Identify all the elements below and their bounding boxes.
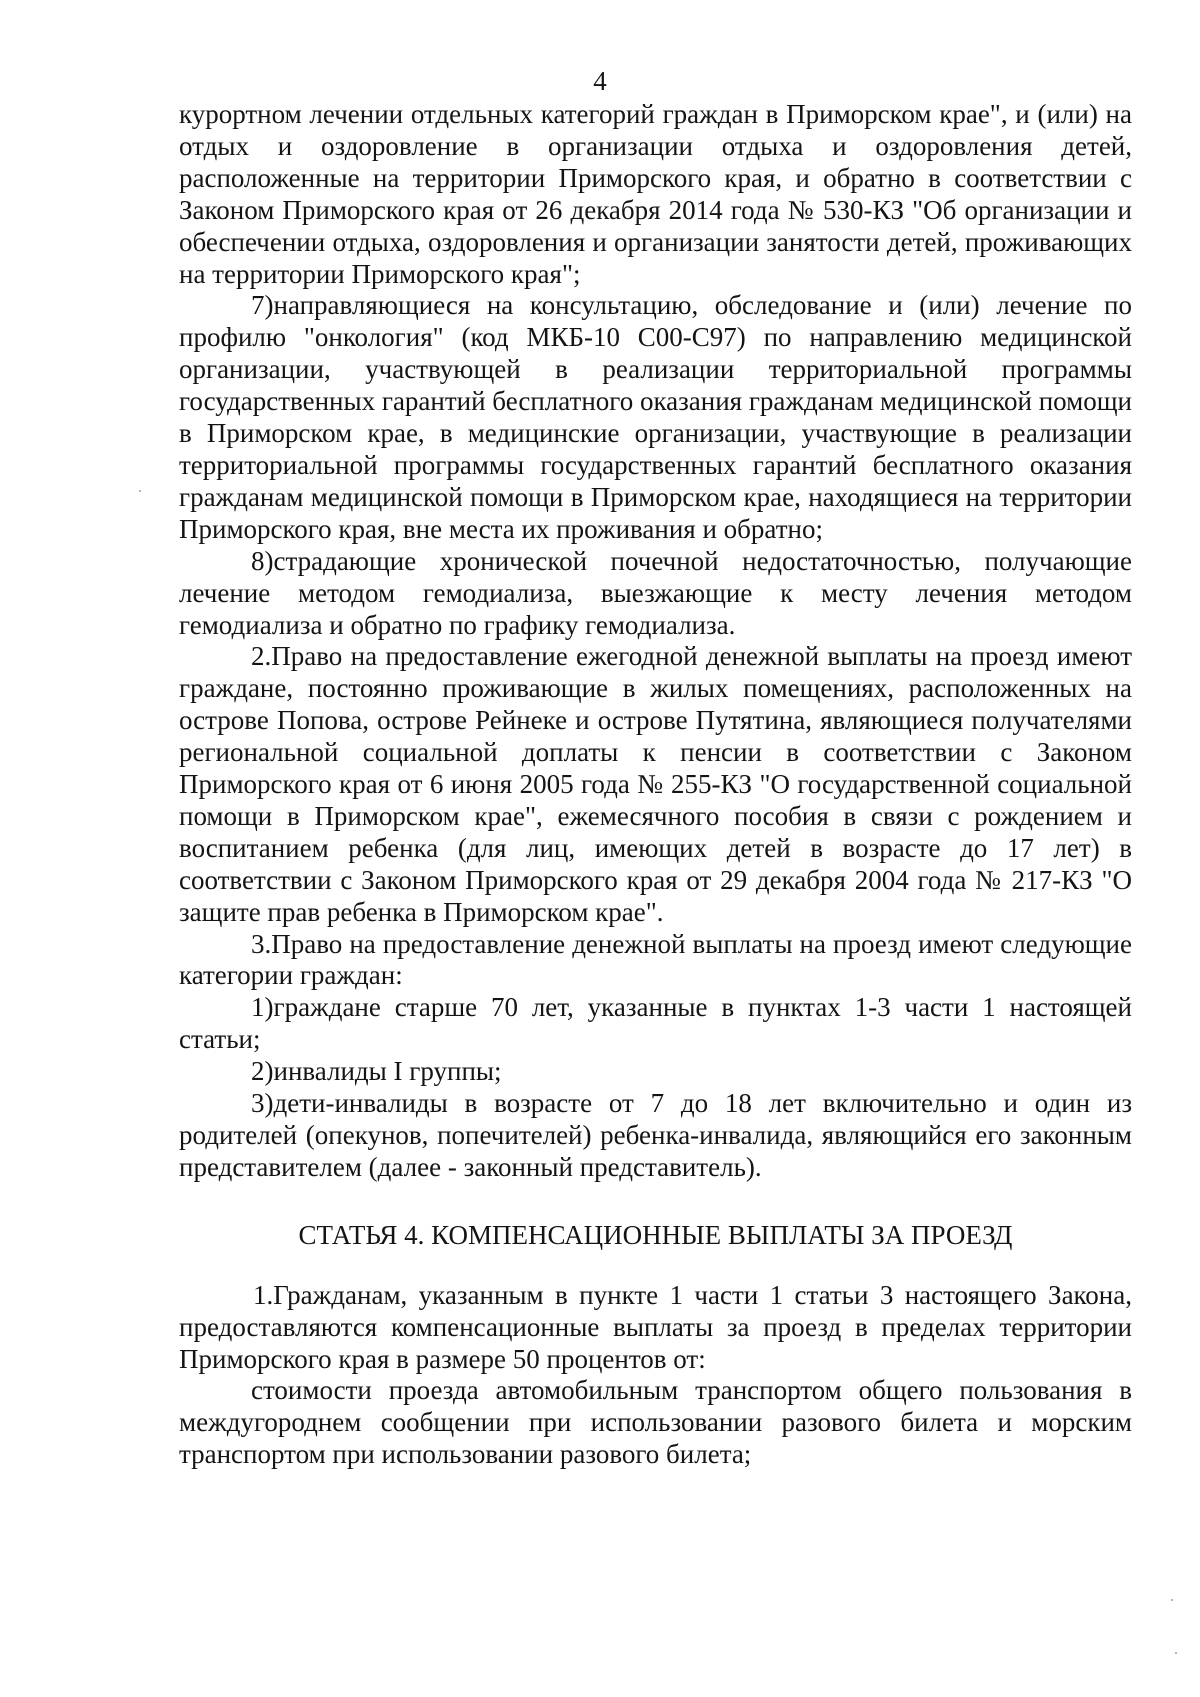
paragraph-item-8: 8)страдающие хронической почечной недостаточностью, получающие лечение методом гемодиализа, выезжающие к месту лечения методом гемодиализа и обратно по графику гемодиализа. [179,545,1132,640]
paragraph-part-3-item-2: 2)инвалиды I группы; [251,1056,502,1087]
document-body [179,99,1132,1471]
paragraph-cost-item: стоимости проезда автомобильным транспортом общего пользования в междугороднем сообщении при использовании разового билета и морским транспортом при использовании разового билета; [179,1375,1132,1470]
scan-speck [1171,1599,1173,1601]
page-number: 4 [593,66,607,96]
paragraph-continuation: курортном лечении отдельных категорий граждан в Приморском крае", и (или) на отдых и оздоровление в организации отдыха и оздоровления детей, расположенные на территории Приморского края, и обратно в соответствии с Законом Приморского края от 26 декабря 2014 года № 530-КЗ "Об организации и обеспечении отдыха, оздоровления и организации занятости детей, проживающих на территории Приморского края"; [179,99,1132,289]
paragraph-part-3: 3.Право на предоставление денежной выплаты на проезд имеют следующие категории граждан: [179,928,1132,991]
scan-speck [1175,1652,1177,1654]
article-heading: СТАТЬЯ 4. КОМПЕНСАЦИОННЫЕ ВЫПЛАТЫ ЗА ПРОЕЗД [298,1219,1013,1250]
paragraph-part-2: 2.Право на предоставление ежегодной денежной выплаты на проезд имеют граждане, постоянно проживающие в жилых помещениях, расположенных на острове Попова, острове Рейнеке и острове Путятина, являющиеся получателями региональной социальной доплаты к пенсии в соответствии с Законом Приморского края от 6 июня 2005 года № 255-КЗ "О государственной социальной помощи в Приморском крае", ежемесячного пособия в связи с рождением и воспитанием ребенка (для лиц, имеющих детей в возрасте до 17 лет) в соответствии с Законом Приморского края от 29 декабря 2004 года № 217-КЗ "О защите прав ребенка в Приморском крае". [179,641,1132,927]
paragraph-part-3-item-3: 3)дети-инвалиды в возрасте от 7 до 18 лет включительно и один из родителей (опекунов, попечителей) ребенка-инвалида, являющийся его законным представителем (далее - законный представитель). [179,1088,1132,1182]
paragraph-part-3-item-1: 1)граждане старше 70 лет, указанные в пунктах 1-3 части 1 настоящей статьи; [179,992,1132,1055]
paragraph-article-4-part-1: 1.Гражданам, указанным в пункте 1 части 1 статьи 3 настоящего Закона, предоставляются компенсационные выплаты за проезд в пределах территории Приморского края в размере 50 процентов от: [179,1279,1132,1374]
paragraph-item-7: 7)направляющиеся на консультацию, обследование и (или) лечение по профилю "онкология" (код МКБ-10 С00-С97) по направлению медицинской организации, участвующей в реализации территориальной программы государственных гарантий бесплатного оказания гражданам медицинской помощи в Приморском крае, в медицинские организации, участвующие в реализации территориальной программы государственных гарантий бесплатного оказания гражданам медицинской помощи в Приморском крае, находящиеся на территории Приморского края, вне места их проживания и обратно; [179,290,1132,544]
scan-speck [139,490,141,492]
